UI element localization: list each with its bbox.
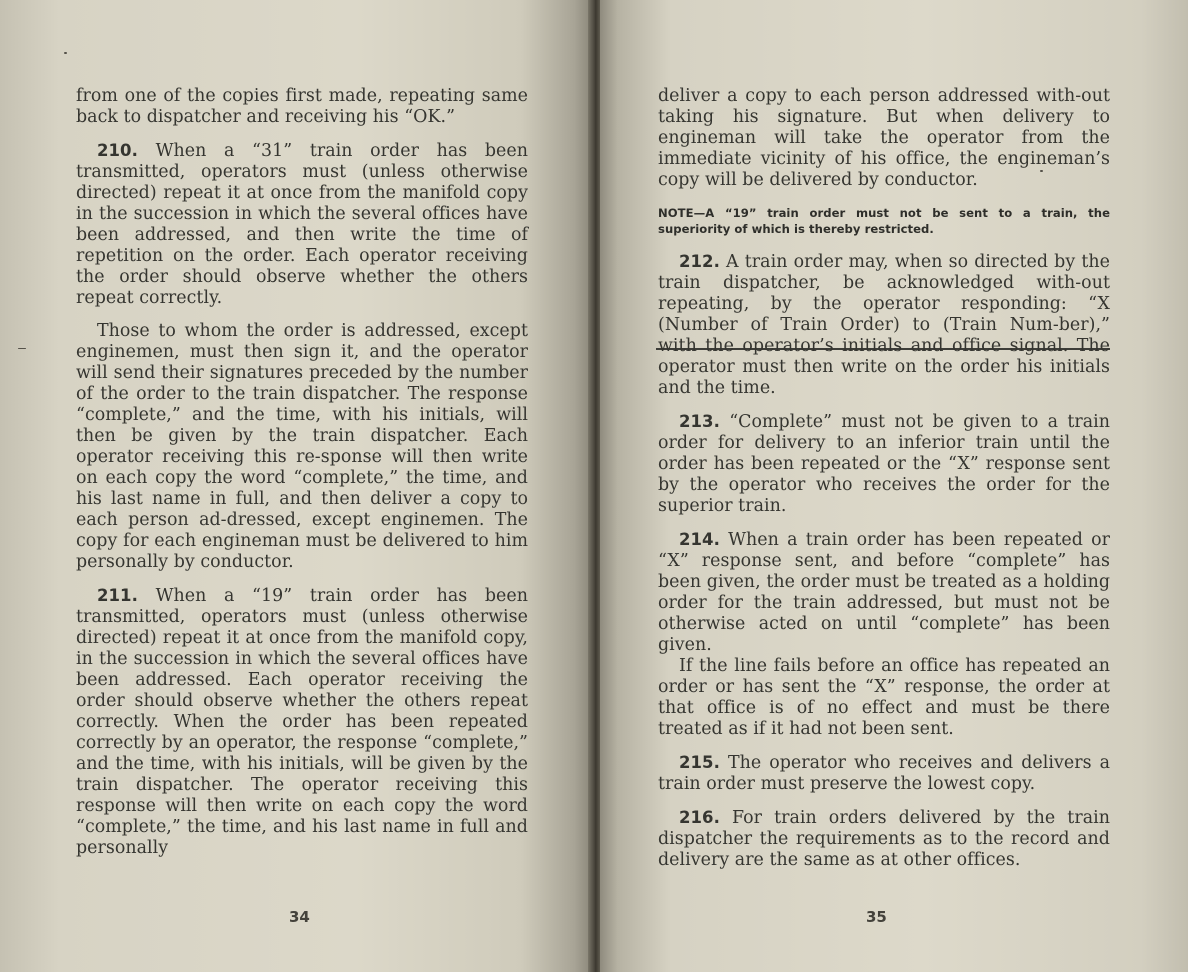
paragraph-text: from one of the copies first made, repeating same back to dispatcher and receiving his “OK.” <box>76 86 528 127</box>
paper-speck <box>64 52 67 54</box>
paragraph-text: “Complete” must not be given to a train order for delivery to an inferior train until the order has been repeated or the “X” response sent by the operator who receives the order for the superior train. <box>658 412 1110 516</box>
paragraph-text: deliver a copy to each person addressed with-out taking his signature. But when delivery to engineman will take the operator from the immediate vicinity of his office, the engineman’s copy will be delivered by conductor. <box>658 86 1110 190</box>
page-number: 34 <box>289 908 310 926</box>
paragraph-text: For train orders delivered by the train dispatcher the requirements as to the record and delivery are the same as at other offices. <box>658 808 1110 870</box>
rule-211 <box>76 585 528 859</box>
paragraph-text: If the line fails before an office has repeated an order or has sent the “X” response, the order at that office is of no effect and must be there treated as if it had not been sent. <box>658 656 1110 739</box>
paragraph-continued <box>658 86 1110 191</box>
paragraph-text: Those to whom the order is addressed, except enginemen, must then sign it, and the operator will send their signatures preceded by the number of the order to the train dispatcher. The response “complete,” and the time, with his initials, will then be given by the train dispatcher. Each operator receiving this re-sponse will then write on each copy the word “complete,” the time, and his last name in full, and then deliver a copy to each person ad-dressed, except enginemen. The copy for each engineman must be delivered to him personally by conductor. <box>76 321 528 572</box>
paragraph-text: When a “31” train order has been transmitted, operators must (unless otherwise directed) repeat it at once from the manifold copy in the succession in which the several offices have been addressed, and then write the time of repetition on the order. Each operator receiving the order should observe whether the others repeat correctly. <box>76 141 528 308</box>
right-page-text <box>658 86 1110 871</box>
rule-210 <box>76 140 528 309</box>
rule-number: 216. <box>679 808 720 827</box>
paragraph-signatures <box>76 321 528 573</box>
rule-215 <box>658 752 1110 795</box>
rule-number: 210. <box>97 141 138 160</box>
paragraph-text: A train order may, when so directed by the train dispatcher, be acknowledged with-out repeating, by the operator responding: “X (Number of Train Order) to (Train Num-ber),” with the operator’s initials and office signal. The operator must then write on the order his initials and the time. <box>658 252 1110 398</box>
rule-216 <box>658 807 1110 871</box>
paragraph-continued <box>76 86 528 128</box>
rule-213 <box>658 411 1110 517</box>
left-page-text <box>76 86 528 859</box>
paragraph-text: When a train order has been repeated or “X” response sent, and before “complete” has been given, the order must be treated as a holding order for the train addressed, but must not be otherwise acted on until “complete” has been given. <box>658 530 1110 655</box>
paragraph-line-fails <box>658 656 1110 740</box>
note: NOTE—A “19” train order must not be sent to a train, the superiority of which is thereby restricted. <box>658 206 1110 236</box>
rule-number: 213. <box>679 412 720 431</box>
rule-number: 215. <box>679 753 720 772</box>
paper-speck <box>18 348 26 349</box>
page-number: 35 <box>866 908 887 926</box>
rule-214 <box>658 529 1110 656</box>
rule-number: 211. <box>97 586 138 605</box>
left-page <box>0 0 592 972</box>
rule-212 <box>658 251 1110 399</box>
paragraph-text: When a “19” train order has been transmitted, operators must (unless otherwise directed) repeat it at once from the manifold copy, in the succession in which the several offices have been addressed. Each operator receiving the order should observe whether the others repeat correctly. When the order has been repeated correctly by an operator, the response “complete,” and the time, with his initials, will be given by the train dispatcher. The operator receiving this response will then write on each copy the word “complete,” the time, and his last name in full and personally <box>76 586 528 858</box>
paragraph-text: The operator who receives and delivers a train order must preserve the lowest copy. <box>658 753 1110 794</box>
rule-number: 214. <box>679 530 720 549</box>
rule-number: 212. <box>679 252 720 271</box>
